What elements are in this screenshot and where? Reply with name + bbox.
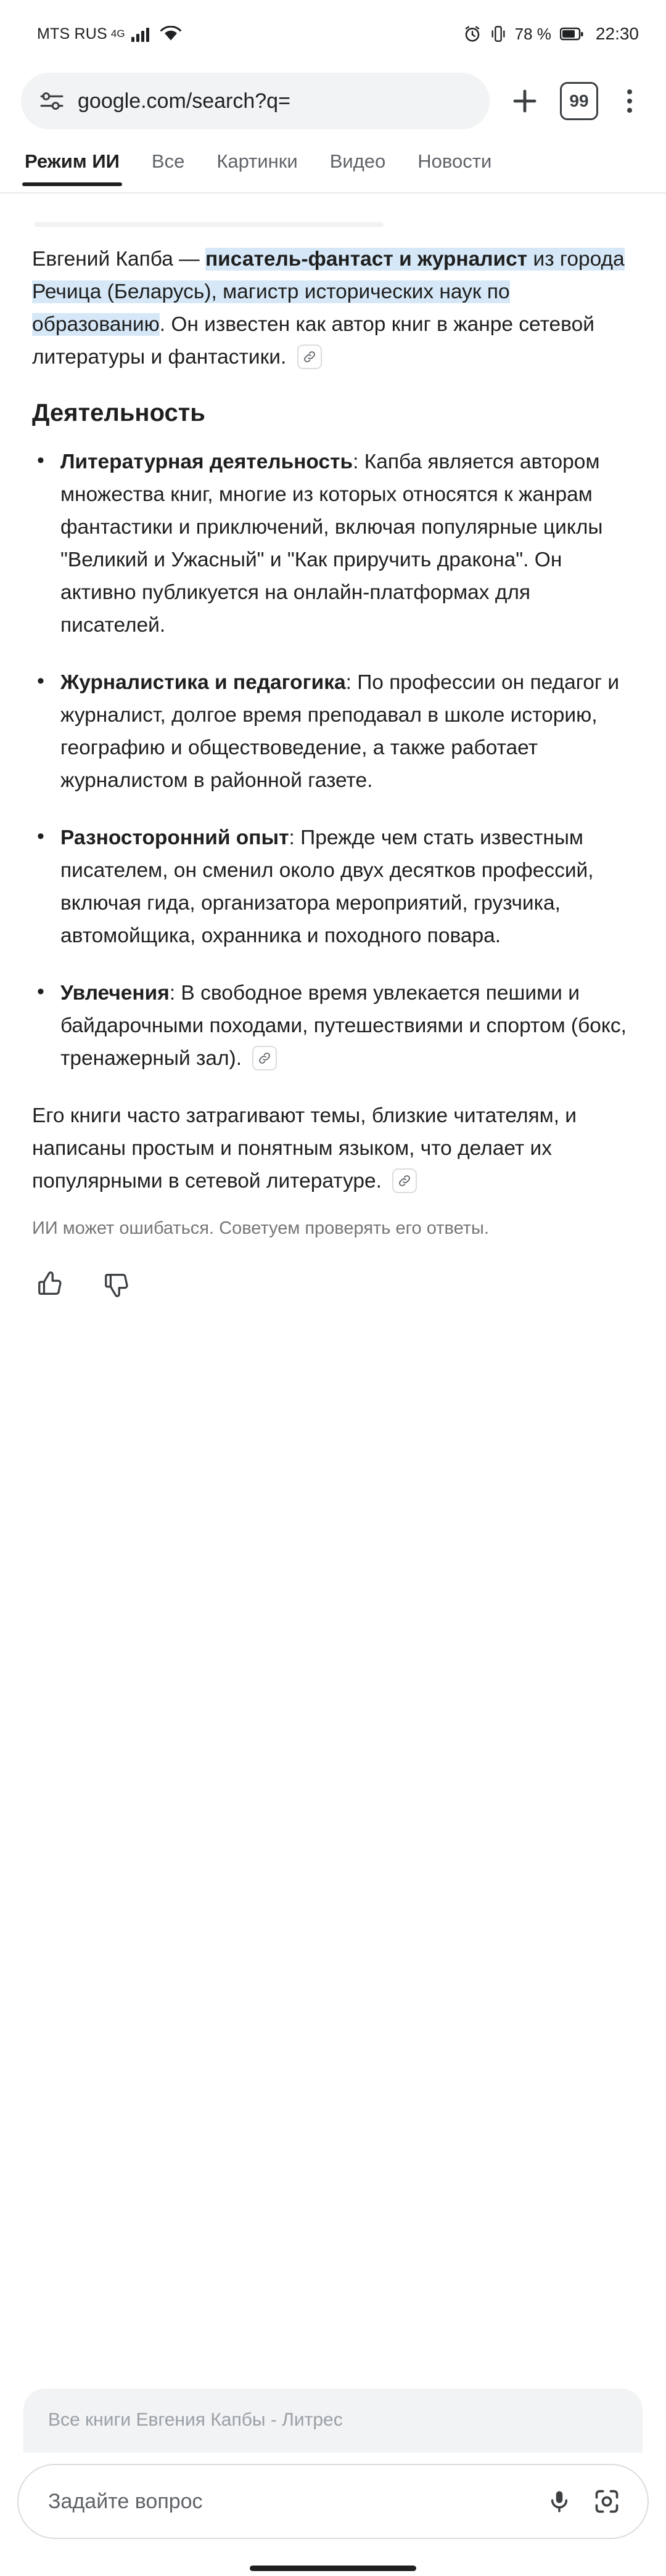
tab-all[interactable]: Все bbox=[151, 150, 185, 172]
bullet-term: Разносторонний опыт bbox=[60, 826, 289, 849]
battery-percent-label: 78 % bbox=[514, 24, 551, 43]
microphone-icon[interactable] bbox=[546, 2488, 572, 2514]
answer-intro-paragraph bbox=[32, 243, 634, 373]
status-bar-left bbox=[37, 25, 181, 43]
url-text: google.com/search?q= bbox=[78, 89, 290, 113]
closing-text: Его книги часто затрагивают темы, близкие читателям, и написаны простым и понятным языком, что делает их популярными в сетевой литературе. bbox=[32, 1104, 577, 1192]
signal-bars-icon bbox=[131, 26, 149, 42]
link-icon[interactable] bbox=[392, 1168, 417, 1193]
bullet-text: : Капба является автором множества книг, многие из которых относятся к жанрам фантастики и приключений, включая популярные циклы "Великий и Ужасный" и "Как приручить дракона". Он активно публикуется на онлайн-платформах для писателей. bbox=[60, 450, 603, 637]
section-title: Деятельность bbox=[32, 399, 205, 426]
overflow-menu-icon[interactable] bbox=[614, 89, 645, 113]
browser-toolbar bbox=[0, 68, 666, 141]
google-lens-icon[interactable] bbox=[593, 2488, 620, 2515]
intro-lead: Евгений Капба — bbox=[32, 248, 205, 271]
list-item bbox=[32, 977, 634, 1075]
intro-highlight-bold: писатель-фантаст и журналист bbox=[205, 248, 528, 271]
tab-ai-mode[interactable]: Режим ИИ bbox=[25, 150, 120, 186]
ai-question-input[interactable] bbox=[17, 2464, 649, 2539]
bottom-bar bbox=[0, 2389, 666, 2576]
suggestion-card[interactable]: Все книги Евгения Капбы - Литрес bbox=[23, 2389, 643, 2453]
carrier-label: MTS RUS bbox=[37, 25, 107, 43]
link-icon[interactable] bbox=[252, 1046, 277, 1070]
thumb-up-icon[interactable] bbox=[36, 1270, 64, 1298]
tab-news[interactable]: Новости bbox=[417, 150, 492, 172]
thumb-down-icon[interactable] bbox=[102, 1270, 131, 1298]
answer-closing-paragraph bbox=[32, 1099, 634, 1197]
battery-icon bbox=[560, 27, 583, 41]
list-item bbox=[32, 666, 634, 797]
activity-list bbox=[32, 446, 634, 1075]
bullet-term: Журналистика и педагогика bbox=[60, 671, 346, 694]
clock-label: 22:30 bbox=[595, 24, 639, 43]
status-bar bbox=[0, 0, 666, 68]
bullet-text: : Прежде чем стать известным писателем, он сменил около двух десятков профессий, включая гида, организатора мероприятий, грузчика, автомойщика, охранника и походного повара. bbox=[60, 826, 594, 947]
intro-highlight: из города Речица (Беларусь), магистр исторических наук по образованию bbox=[32, 248, 625, 336]
status-bar-right bbox=[463, 24, 639, 44]
address-bar[interactable] bbox=[21, 73, 490, 129]
alarm-icon bbox=[463, 25, 482, 43]
tab-images[interactable]: Картинки bbox=[216, 150, 298, 172]
ai-answer-panel bbox=[0, 194, 666, 1317]
network-type-label: 4G bbox=[110, 28, 125, 39]
bullet-text: : По профессии он педагог и журналист, долгое время преподавал в школе историю, географию и обществоведение, а также работает журналистом в районной газете. bbox=[60, 671, 620, 792]
search-input-placeholder[interactable]: Задайте вопрос bbox=[48, 2489, 203, 2513]
bullet-text: : В свободное время увлекается пешими и байдарочными походами, путешествиями и спортом (бокс, тренажерный зал). bbox=[60, 982, 627, 1070]
ai-disclaimer: ИИ может ошибаться. Советуем проверять его ответы. bbox=[32, 1218, 489, 1238]
wifi-icon bbox=[160, 26, 181, 42]
tab-videos[interactable]: Видео bbox=[329, 150, 386, 172]
tab-switcher-button[interactable]: 99 bbox=[560, 82, 598, 120]
feedback-row bbox=[32, 1242, 634, 1317]
list-item bbox=[32, 821, 634, 952]
scroll-fade bbox=[32, 212, 634, 228]
new-tab-button[interactable] bbox=[506, 82, 544, 120]
bullet-term: Увлечения bbox=[60, 982, 170, 1005]
link-icon[interactable] bbox=[297, 344, 322, 369]
page-info-icon[interactable] bbox=[39, 91, 64, 112]
bullet-term: Литературная деятельность bbox=[60, 450, 353, 473]
home-indicator bbox=[0, 2560, 666, 2576]
search-result-tabs[interactable] bbox=[0, 141, 666, 194]
intro-tail: . Он известен как автор книг в жанре сетевой литературы и фантастики. bbox=[32, 313, 594, 369]
vibrate-icon bbox=[490, 25, 506, 43]
list-item bbox=[32, 446, 634, 642]
